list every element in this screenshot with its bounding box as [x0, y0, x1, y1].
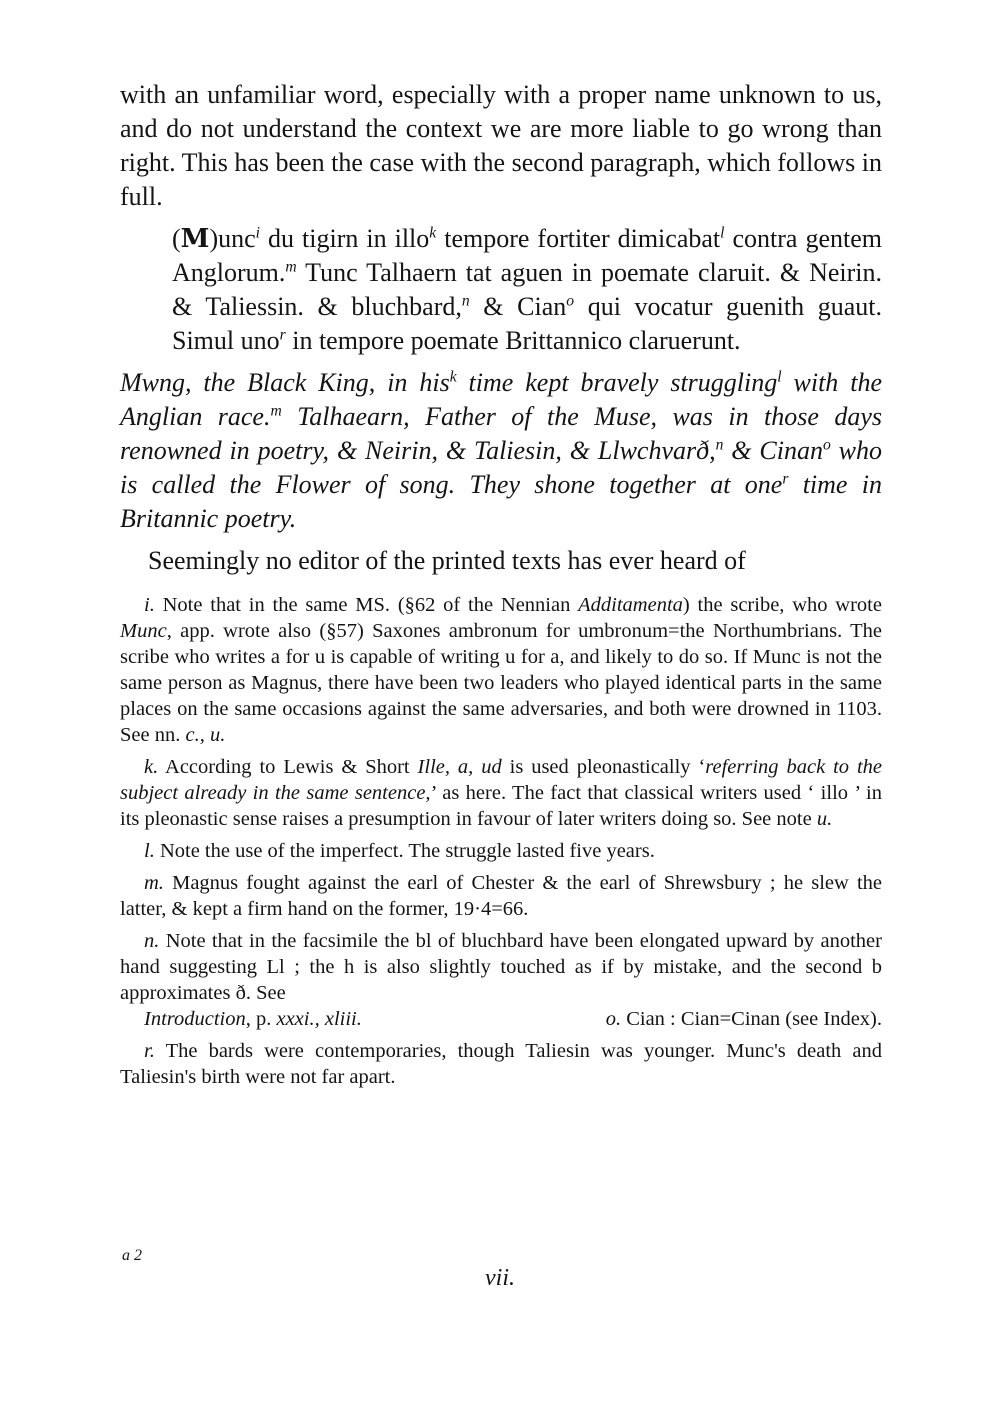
footnote-r: r. The bards were contemporaries, though Taliesin was younger. Munc's death and Taliesin's birth were not far apart. [120, 1040, 882, 1088]
intro-paragraph [120, 78, 882, 214]
footnote-n-o: n. Note that in the facsimile the bl of bluchbard have been elongated upward by another hand suggesting Ll ; the h is also slightly touched as if by mistake, and the second b approximates ð. See Introduction, p. xxxi., xliii. o. Cian : Cian=Cinan (see Index). [120, 930, 882, 1030]
note-ref: m [270, 402, 282, 420]
footnote-marker: k. [144, 756, 159, 778]
footnote-marker: i. [144, 594, 155, 616]
footnote-marker: r. [144, 1040, 155, 1062]
page-body [120, 78, 882, 1096]
footnote-marker: m. [144, 872, 164, 894]
footnote-m: m. Magnus fought against the earl of Chester & the earl of Shrewsbury ; he slew the latter, & kept a firm hand on the former, 19·4=66. [120, 872, 882, 920]
latin-quotation: (M)unc$^i$ du tigirn in illo$^k$ tempore fortiter dimicabat$^l$ contra gentem Anglorum.$^m$ Tunc Talhaern tat aguen in poemate claruit. & Neirin. & Taliessin. & bluchbard,$^n$ & Cian$^o$ qui vocatur guenith guaut. Simul uno$^r$ in tempore poemate Brittannico claruerunt. [172, 224, 882, 355]
note-ref: k [429, 224, 437, 242]
intro-line: with an unfamiliar word, especially with a proper name [120, 80, 711, 109]
note-ref: l [777, 368, 782, 386]
footnote-n-reference: Introduction, p. xxxi., xliii. [144, 1008, 362, 1030]
note-ref: n [715, 436, 724, 454]
note-ref: l [720, 224, 725, 242]
note-ref: r [782, 470, 789, 488]
page-number: vii. [485, 1265, 515, 1291]
note-ref: k [449, 368, 457, 386]
intro-line: more liable to go wrong than right. This has been the case [120, 114, 882, 177]
intro-line: unknown to us, and do not understand the context we are [120, 80, 882, 143]
note-ref: r [279, 326, 286, 344]
footnote-l: l. Note the use of the imperfect. The struggle lasted five years. [144, 840, 655, 862]
note-ref: o [566, 292, 575, 310]
signature-mark: a 2 [122, 1247, 142, 1264]
footnote-n-o-last-line [120, 1006, 882, 1032]
footnote-k: k. According to Lewis & Short Ille, a, ud is used pleonastically ‘referring back to the subject already in the same sentence,’ as here. The fact that classical writers used ‘ illo ’ in its pleonastic sense raises a presumption in favour of later writers doing so. See note u. [120, 756, 882, 830]
footnote-i: i. Note that in the same MS. (§62 of the Nennian Additamenta) the scribe, who wrote Munc, app. wrote also (§57) Saxones ambronum for umbronum=the Northumbrians. The scribe who writes a for u is capable of writing u for a, and likely to do so. If Munc is not the same person as Magnus, there have been two leaders who played identical parts in the same places on the same occasions against the same adversaries, and both were drowned in 1103. See nn. c., u. [120, 594, 882, 746]
translation-paragraph: Mwng, the Black King, in his$^k$ time kept bravely struggling$^l$ with the Anglian race.$^m$ Talhaearn, Father of the Muse, was in those days renowned in poetry, & Neirin, & Taliesin, & Llwchvarð,$^n$ & Cinan$^o$ who is called the Flower of song. They shone together at one$^r$ time in Britannic poetry. [120, 368, 883, 533]
footnote-marker: n. [144, 930, 160, 952]
footnote-marker: o. [605, 1008, 622, 1030]
footnote-o: o. Cian : Cian=Cinan (see Index). [605, 1008, 882, 1030]
note-ref: i [255, 224, 260, 242]
footnotes [120, 592, 882, 1090]
seemingly-line: Seemingly no editor of the printed texts has ever heard of [148, 546, 746, 575]
drop-initial: M [180, 224, 210, 254]
footnote-marker: l. [144, 840, 155, 862]
intro-line: with the second paragraph, which follows in full. [120, 148, 882, 211]
note-ref: o [822, 436, 831, 454]
note-ref: m [285, 258, 297, 276]
note-ref: n [461, 292, 470, 310]
